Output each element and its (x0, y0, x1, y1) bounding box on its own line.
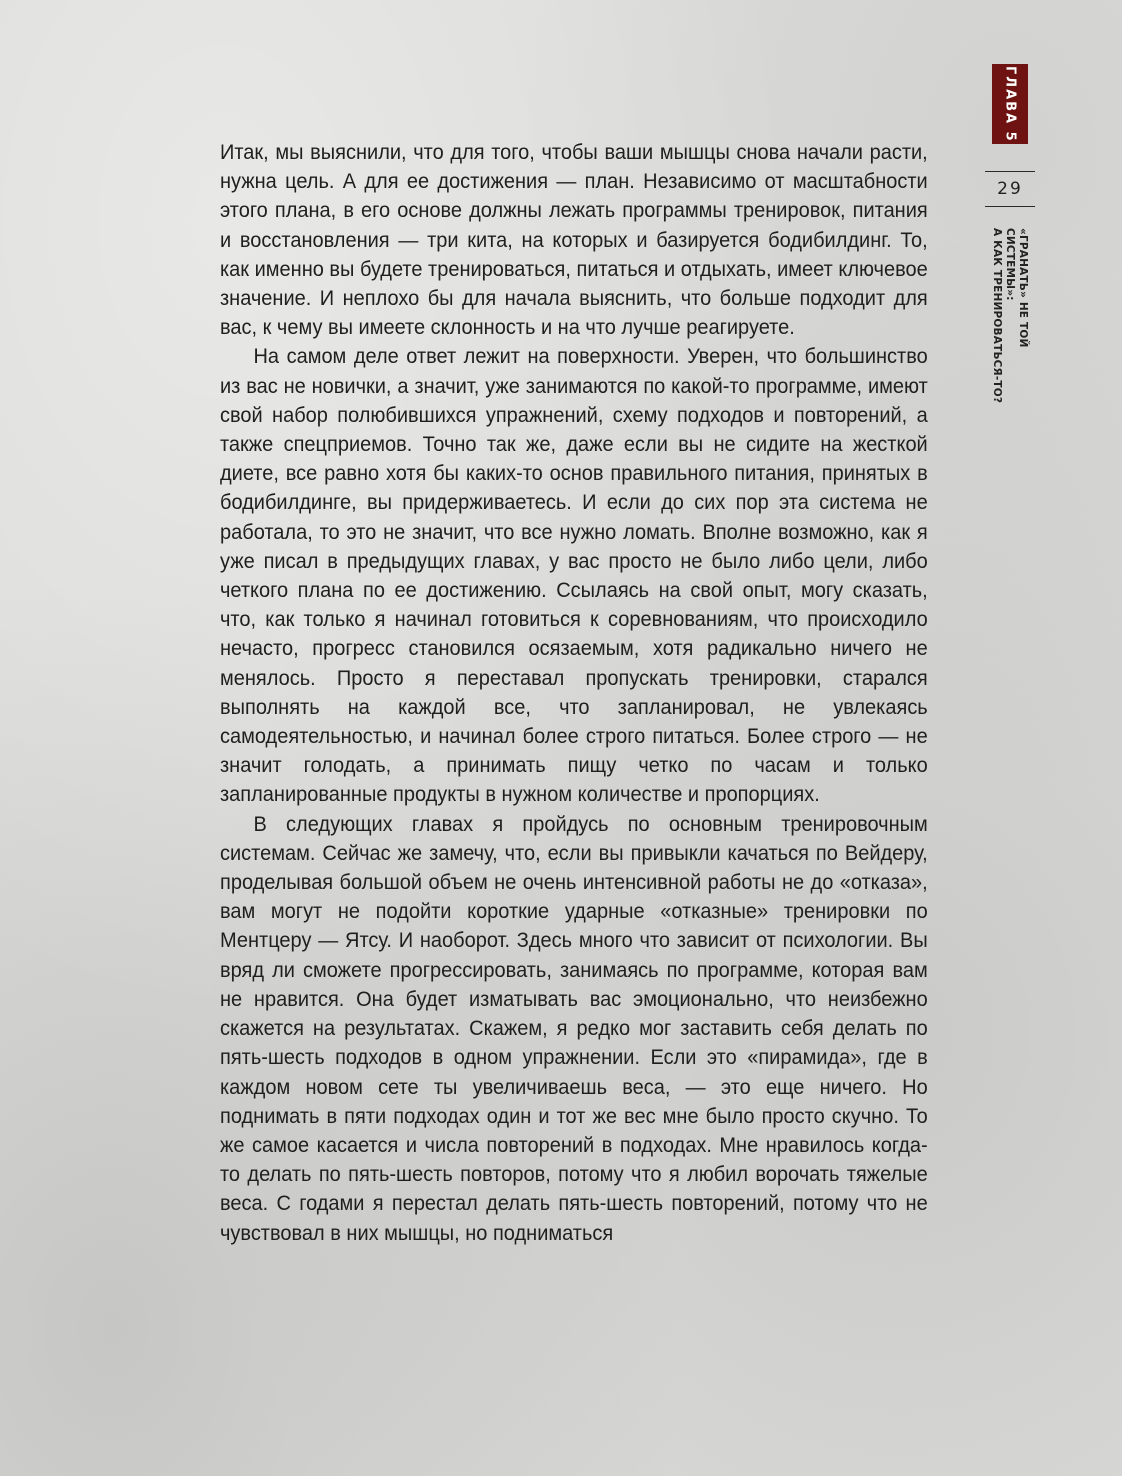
section-title (990, 228, 1029, 408)
section-title-line1: «ГРАНАТЬ» НЕ ТОЙ СИСТЕМЫ»: (1004, 228, 1029, 348)
page-number: 29 (997, 179, 1023, 199)
paragraph-3: В следующих главах я пройдусь по основным тренировочным системам. Сейчас же замечу, что, если вы привыкли качаться по Вейдеру, проделывая большой объем не очень интенсивной работы не до «отказа», вам могут не подойти короткие ударные «отказные» тренировки по Ментцеру — Ятсу. И наоборот. Здесь много что зависит от психологии. Вы вряд ли сможете прогрессировать, занимаясь по программе, которая вам не нравится. Она будет изматывать вас эмоционально, что неизбежно скажется на результатах. Скажем, я редко мог заставить себя делать по пять-шесть подходов в одном упражнении. Если это «пирамида», где в каждом новом сете ты увеличиваешь веса, — это еще ничего. Но поднимать в пяти подходах один и тот же вес мне было просто скучно. То же самое касается и числа повторений в подходах. Мне нравилось когда-то делать по пять-шесть повторов, потому что я любил ворочать тяжелые веса. С годами я перестал делать пять-шесть повторений, потому что не чувствовал в них мышцы, но подниматься (220, 811, 928, 1245)
body-text (220, 138, 928, 1248)
paragraph-2: На самом деле ответ лежит на поверхности. Уверен, что большинство из вас не новички, а значит, уже занимаются по какой-то программе, имеют свой набор полюбившихся упражнений, схему подходов и повторений, а также спецприемов. Точно так же, даже если вы не сидите на жесткой диете, все равно хотя бы каких-то основ правильного питания, принятых в бодибилдинге, вы придерживаетесь. И если до сих пор эта система не работала, то это не значит, что все нужно ломать. Вполне возможно, как я уже писал в предыдущих главах, у вас просто не было либо цели, либо четкого плана по ее достижению. Ссылаясь на свой опыт, могу сказать, что, как только я начинал готовиться к соревнованиям, что происходило нечасто, прогресс становился осязаемым, хотя радикально ничего не менялось. Просто я переставал пропускать тренировки, старался выполнять на каждой все, что запланировал, не увлекаясь самодеятельностью, и начинал более строго питаться. Более строго — не значит голодать, а принимать пищу четко по часам и только запланированные продукты в нужном количестве и пропорциях. (220, 344, 928, 807)
page-number-rule-bottom (985, 206, 1035, 207)
section-title-line2: А КАК ТРЕНИРОВАТЬСЯ-ТО? (991, 228, 1003, 404)
page-number-rule-top (985, 171, 1035, 172)
chapter-tab (992, 64, 1028, 144)
chapter-label: ГЛАВА 5 (1002, 65, 1018, 143)
paragraph-1: Итак, мы выяснили, что для того, чтобы ваши мышцы снова начали расти, нужна цель. А для ее достижения — план. Независимо от масштабности этого плана, в его основе должны лежать программы тренировок, питания и восстановления — три кита, на которых и базируется бодибилдинг. То, как именно вы будете тренироваться, питаться и отдыхать, имеет ключевое значение. И неплохо бы для начала выяснить, что больше подходит для вас, к чему вы имеете склонность и на что лучше реагируете. (220, 140, 928, 340)
